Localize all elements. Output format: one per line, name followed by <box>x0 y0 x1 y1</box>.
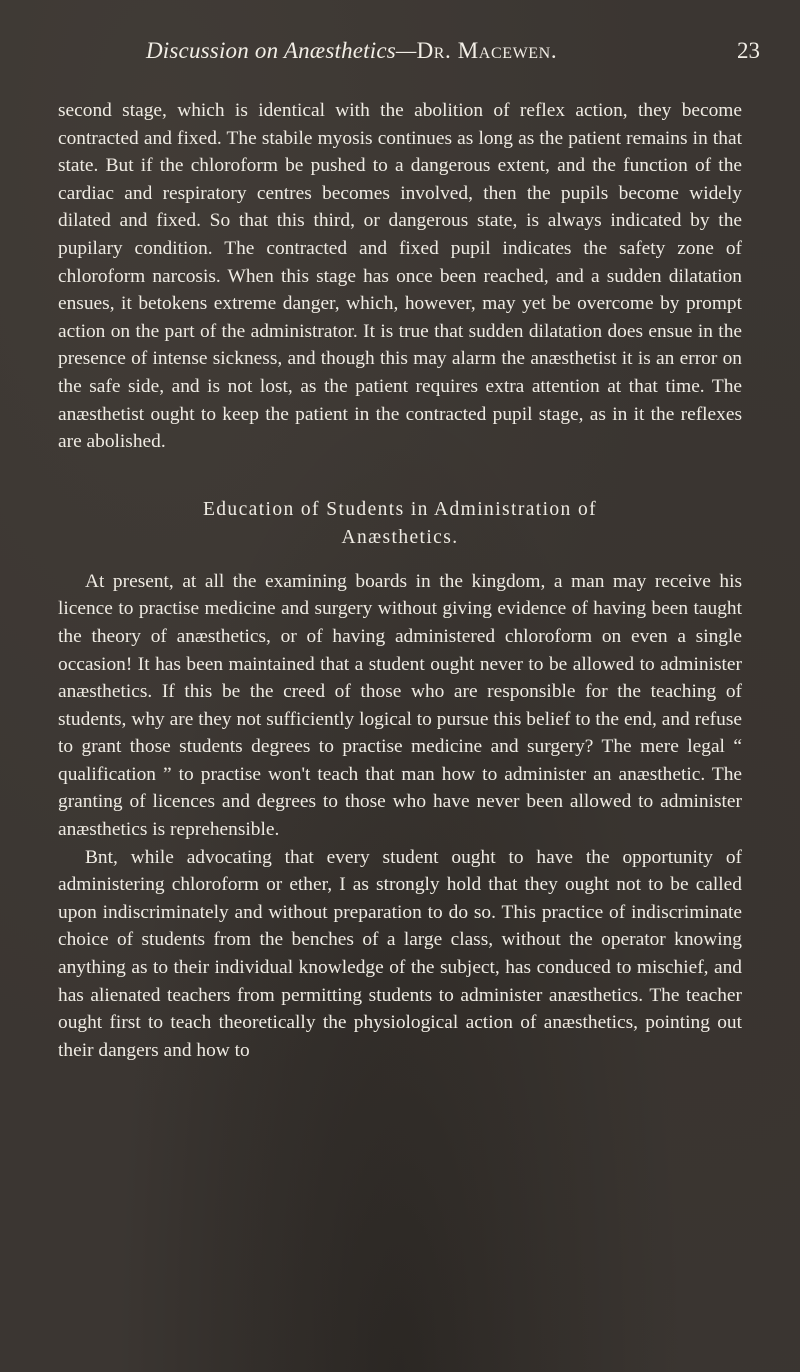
section-heading-line-2: Anæsthetics. <box>341 526 459 548</box>
running-title-text: Discussion on Anæsthetics— <box>146 38 417 63</box>
section-heading <box>58 496 742 552</box>
running-title-author: Dr. Macewen. <box>416 38 558 63</box>
running-head <box>140 38 760 74</box>
running-title <box>146 38 557 64</box>
paragraph: At present, at all the examining boards in the kingdom, a man may receive his licence to practise medicine and surgery without giving evidence of having been taught the theory of anæsthetics, or of having administered chloroform on even a single occasion! It has been maintained that a student ought never to be allowed to administer anæsthetics. If this be the creed of those who are responsible for the teaching of students, why are they not sufficiently logical to pursue this belief to the end, and refuse to grant those students degrees to practise medicine and surgery? The mere legal “ qualification ” to practise won't teach that man how to administer an anæsthetic. The granting of licences and degrees to those who have never been allowed to administer anæsthetics is reprehensible. <box>58 570 742 841</box>
paragraph: Bnt, while advocating that every student ought to have the opportunity of administering chloroform or ether, I as strongly hold that they ought not to be called upon indiscriminately and without preparation to do so. This practice of indiscriminate choice of students from the benches of a large class, without the operator knowing anything as to their individual knowledge of the subject, has conduced to mischief, and has alienated teachers from permitting students to administer anæsthetics. The teacher ought first to teach theoretically the physiological action of anæsthetics, pointing out their dangers and how to <box>58 846 742 1061</box>
page-number: 23 <box>737 38 760 63</box>
section-heading-line-1: Education of Students in Administration of <box>202 498 598 520</box>
paragraph-continued: second stage, which is identical with the abolition of reflex action, they become contracted and fixed. The stabile myosis continues as long as the patient remains in that state. But if the chloroform be pushed to a dangerous extent, and the function of the cardiac and respiratory centres becomes involved, then the pupils become widely dilated and fixed. So that this third, or dangerous state, is always indicated by the pupilary condition. The contracted and fixed pupil indicates the safety zone of chloroform narcosis. When this stage has once been reached, and a sudden dilatation ensues, it betokens extreme danger, which, however, may yet be overcome by prompt action on the part of the administrator. It is true that sudden dilatation does ensue in the presence of intense sickness, and though this may alarm the anæsthetist it is an error on the safe side, and is not lost, as the patient requires extra attention at that time. The anæsthetist ought to keep the patient in the contracted pupil stage, as in it the reflexes are abolished. <box>58 100 742 453</box>
body-text <box>58 97 742 1064</box>
